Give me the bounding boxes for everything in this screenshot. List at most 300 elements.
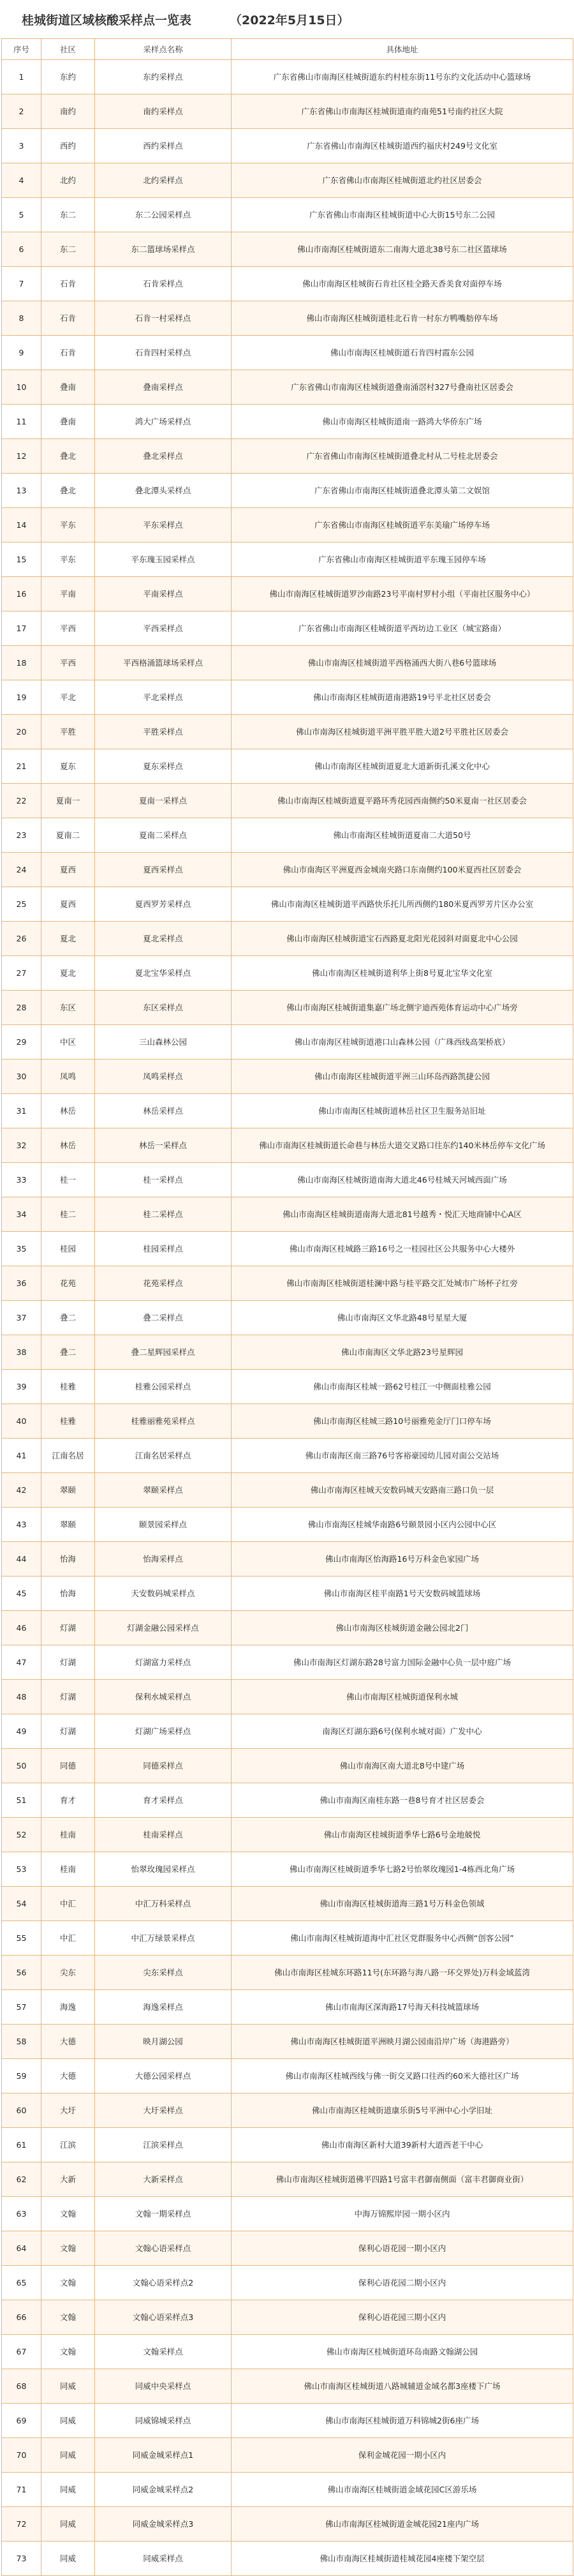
cell-site-name: 东二篮球场采样点 — [95, 232, 232, 267]
cell-address: 佛山市南海区桂城街道南一路鸿大华侨东广场 — [232, 405, 573, 439]
cell-address: 佛山市南海区桂城街道平西路快乐托儿所西侧约180米夏西罗芳片区办公室 — [232, 887, 573, 922]
cell-community: 大德 — [41, 2059, 95, 2093]
cell-community: 石肯 — [41, 336, 95, 370]
cell-index: 3 — [2, 129, 41, 163]
cell-community: 同威 — [41, 2473, 95, 2507]
cell-index: 36 — [2, 1266, 41, 1301]
table-row — [2, 1542, 573, 1576]
cell-index: 64 — [2, 2231, 41, 2266]
table-row — [2, 956, 573, 991]
table-row — [2, 1852, 573, 1887]
cell-address: 保利心语花园三期小区内 — [232, 2300, 573, 2335]
cell-community: 同德 — [41, 1749, 95, 1783]
table-row — [2, 2128, 573, 2162]
cell-address: 佛山市南海区桂城街道平洲平胜平胜大道2号平胜社区居委会 — [232, 715, 573, 749]
table-row — [2, 1508, 573, 1542]
cell-index: 66 — [2, 2300, 41, 2335]
cell-address: 佛山市南海区桂城街道季华七路2号怡翠玫瑰园1-4栋西北角广场 — [232, 1852, 573, 1887]
cell-address: 佛山市南海区桂城三路10号丽雅苑金厅门口停车场 — [232, 1404, 573, 1439]
cell-community: 叠北 — [41, 474, 95, 508]
cell-site-name: 同威金城采样点1 — [95, 2438, 232, 2473]
cell-index: 37 — [2, 1301, 41, 1335]
cell-index: 57 — [2, 1990, 41, 2025]
cell-index: 63 — [2, 2197, 41, 2231]
cell-community: 翠颐 — [41, 1508, 95, 1542]
cell-community: 尖东 — [41, 1956, 95, 1990]
cell-site-name: 桂雅丽雅苑采样点 — [95, 1404, 232, 1439]
cell-address: 佛山市南海区桂城街道东二南海大道北38号东二社区篮球场 — [232, 232, 573, 267]
cell-site-name: 怡海采样点 — [95, 1542, 232, 1576]
cell-address: 佛山市南海区桂城街道平西格涌西大街八巷6号篮球场 — [232, 646, 573, 680]
cell-index: 21 — [2, 749, 41, 784]
cell-community: 文翰 — [41, 2197, 95, 2231]
header-site-name: 采样点名称 — [95, 39, 232, 60]
cell-site-name: 林岳采样点 — [95, 1094, 232, 1128]
cell-site-name: 林岳一采样点 — [95, 1128, 232, 1163]
cell-index: 28 — [2, 991, 41, 1025]
cell-address: 佛山市南海区桂城街道金融公园北2门 — [232, 1611, 573, 1645]
cell-address: 广东省佛山市南海区桂城街道北约社区居委会 — [232, 163, 573, 198]
cell-site-name: 叠北采样点 — [95, 439, 232, 474]
cell-community: 同威 — [41, 2438, 95, 2473]
cell-site-name: 石肯一村采样点 — [95, 301, 232, 336]
cell-site-name: 夏南二采样点 — [95, 818, 232, 853]
cell-community: 文翰 — [41, 2335, 95, 2369]
cell-address: 南海区灯湖东路6号(保利水城对面）广发中心 — [232, 1714, 573, 1749]
table-row — [2, 2300, 573, 2335]
cell-site-name: 灯湖富力采样点 — [95, 1645, 232, 1680]
cell-index: 43 — [2, 1508, 41, 1542]
cell-community: 平东 — [41, 543, 95, 577]
table-row — [2, 887, 573, 922]
cell-site-name: 平北采样点 — [95, 680, 232, 715]
table-row — [2, 2542, 573, 2576]
cell-site-name: 平东瑰玉园采样点 — [95, 543, 232, 577]
cell-index: 33 — [2, 1163, 41, 1197]
cell-address: 佛山市南海区桂城街道保利水城 — [232, 1680, 573, 1714]
table-row — [2, 611, 573, 646]
cell-community: 夏西 — [41, 887, 95, 922]
cell-site-name: 桂园采样点 — [95, 1232, 232, 1266]
cell-index: 10 — [2, 370, 41, 405]
table-row — [2, 474, 573, 508]
cell-site-name: 保利水城采样点 — [95, 1680, 232, 1714]
cell-site-name: 尖东采样点 — [95, 1956, 232, 1990]
table-row — [2, 508, 573, 543]
table-row — [2, 749, 573, 784]
cell-site-name: 同威金城采样点2 — [95, 2473, 232, 2507]
cell-community: 石肯 — [41, 267, 95, 301]
cell-site-name: 叠北潭头采样点 — [95, 474, 232, 508]
cell-site-name: 鸿大广场采样点 — [95, 405, 232, 439]
cell-index: 14 — [2, 508, 41, 543]
cell-community: 灯湖 — [41, 1714, 95, 1749]
cell-index: 31 — [2, 1094, 41, 1128]
cell-site-name: 中汇万绿景采样点 — [95, 1921, 232, 1956]
cell-community: 林岳 — [41, 1094, 95, 1128]
cell-community: 育才 — [41, 1783, 95, 1818]
cell-index: 53 — [2, 1852, 41, 1887]
cell-community: 北约 — [41, 163, 95, 198]
cell-index: 51 — [2, 1783, 41, 1818]
cell-index: 26 — [2, 922, 41, 956]
cell-index: 61 — [2, 2128, 41, 2162]
cell-address: 佛山市南海区南桂东路一巷8号育才社区居委会 — [232, 1783, 573, 1818]
cell-site-name: 桂一采样点 — [95, 1163, 232, 1197]
table-row — [2, 2025, 573, 2059]
cell-community: 花苑 — [41, 1266, 95, 1301]
cell-community: 大德 — [41, 2025, 95, 2059]
cell-site-name: 平东采样点 — [95, 508, 232, 543]
table-row — [2, 1611, 573, 1645]
table-row — [2, 267, 573, 301]
table-row — [2, 163, 573, 198]
cell-index: 41 — [2, 1439, 41, 1473]
table-row — [2, 336, 573, 370]
cell-community: 叠二 — [41, 1335, 95, 1370]
cell-site-name: 怡翠玫瑰园采样点 — [95, 1852, 232, 1887]
table-row — [2, 301, 573, 336]
cell-index: 5 — [2, 198, 41, 232]
cell-address: 佛山市南海区桂城街道石肯四村霞东公园 — [232, 336, 573, 370]
cell-community: 翠颐 — [41, 1473, 95, 1508]
cell-index: 73 — [2, 2542, 41, 2576]
cell-community: 桂雅 — [41, 1404, 95, 1439]
cell-index: 34 — [2, 1197, 41, 1232]
cell-address: 保利心语花园一期小区内 — [232, 2231, 573, 2266]
cell-index: 70 — [2, 2438, 41, 2473]
cell-community: 叠二 — [41, 1301, 95, 1335]
cell-community: 叠北 — [41, 439, 95, 474]
cell-site-name: 叠二星辉园采样点 — [95, 1335, 232, 1370]
cell-address: 广东省佛山市南海区桂城街道平东瑰玉园停车场 — [232, 543, 573, 577]
cell-site-name: 三山森林公园 — [95, 1025, 232, 1060]
cell-address: 保利金城花园一期小区内 — [232, 2438, 573, 2473]
cell-address: 佛山市南海区桂城街道罗沙南路23号平南村罗村小组（平南社区服务中心） — [232, 577, 573, 611]
cell-index: 46 — [2, 1611, 41, 1645]
table-row — [2, 405, 573, 439]
cell-index: 44 — [2, 1542, 41, 1576]
table-row — [2, 2197, 573, 2231]
table-row — [2, 129, 573, 163]
header-index: 序号 — [2, 39, 41, 60]
cell-index: 8 — [2, 301, 41, 336]
cell-address: 佛山市南海区桂城街道林岳社区卫生服务站旧址 — [232, 1094, 573, 1128]
cell-site-name: 桂雅公园采样点 — [95, 1370, 232, 1404]
cell-address: 佛山市南海区深海路17号海天科技城篮球场 — [232, 1990, 573, 2025]
table-row — [2, 2231, 573, 2266]
cell-site-name: 同威中央采样点 — [95, 2369, 232, 2404]
cell-address: 佛山市南海区桂城路三路16号之一桂园社区公共服务中心大楼外 — [232, 1232, 573, 1266]
cell-index: 39 — [2, 1370, 41, 1404]
cell-address: 佛山市南海区桂城街道宝石西路夏北阳光花园斜对面夏北中心公园 — [232, 922, 573, 956]
cell-index: 35 — [2, 1232, 41, 1266]
cell-index: 6 — [2, 232, 41, 267]
cell-address: 佛山市南海区桂城街道平洲映月湖公园南沿岸广场（海港路旁） — [232, 2025, 573, 2059]
cell-community: 叠南 — [41, 370, 95, 405]
table-row — [2, 2059, 573, 2093]
cell-site-name: 夏东采样点 — [95, 749, 232, 784]
table-row — [2, 2162, 573, 2197]
cell-community: 南约 — [41, 94, 95, 129]
table-row — [2, 1197, 573, 1232]
cell-index: 9 — [2, 336, 41, 370]
cell-index: 56 — [2, 1956, 41, 1990]
cell-index: 7 — [2, 267, 41, 301]
table-row — [2, 715, 573, 749]
cell-address: 佛山市南海区桂城一路62号桂江一中侧面桂雅公园 — [232, 1370, 573, 1404]
table-row — [2, 60, 573, 94]
cell-site-name: 桂南采样点 — [95, 1818, 232, 1852]
cell-address: 佛山市南海区桂城街道桂城花园4座楼下架空层 — [232, 2542, 573, 2576]
cell-community: 文翰 — [41, 2300, 95, 2335]
cell-site-name: 中汇万科采样点 — [95, 1887, 232, 1921]
table-header-row — [2, 39, 573, 60]
cell-site-name: 夏北宝华采样点 — [95, 956, 232, 991]
cell-address: 佛山市南海区桂城街道集嘉广场北侧宇迪西苑体育运动中心广场旁 — [232, 991, 573, 1025]
cell-address: 广东省佛山市南海区桂城街道平东美瑜广场停车场 — [232, 508, 573, 543]
cell-site-name: 同威锦城采样点 — [95, 2404, 232, 2438]
cell-address: 中海万锦熙岸园一期小区内 — [232, 2197, 573, 2231]
cell-index: 19 — [2, 680, 41, 715]
cell-site-name: 桂二采样点 — [95, 1197, 232, 1232]
cell-site-name: 文翰心语采样点 — [95, 2231, 232, 2266]
cell-community: 江滨 — [41, 2128, 95, 2162]
cell-community: 桂园 — [41, 1232, 95, 1266]
cell-address: 佛山市南海区桂城天安数码城天安路南三路口负一层 — [232, 1473, 573, 1508]
table-row — [2, 1956, 573, 1990]
cell-index: 1 — [2, 60, 41, 94]
cell-site-name: 天安数码城采样点 — [95, 1576, 232, 1611]
cell-community: 夏北 — [41, 956, 95, 991]
cell-index: 15 — [2, 543, 41, 577]
cell-site-name: 东约采样点 — [95, 60, 232, 94]
table-row — [2, 818, 573, 853]
cell-community: 东二 — [41, 198, 95, 232]
cell-community: 灯湖 — [41, 1611, 95, 1645]
cell-address: 佛山市南海区桂城街石肯社区桂全路天香美食对面停车场 — [232, 267, 573, 301]
cell-address: 佛山市南海区桂城街道长命巷与林岳大道交叉路口往东约140米林岳停车文化广场 — [232, 1128, 573, 1163]
cell-community: 灯湖 — [41, 1645, 95, 1680]
cell-site-name: 叠南采样点 — [95, 370, 232, 405]
cell-index: 54 — [2, 1887, 41, 1921]
cell-site-name: 叠二采样点 — [95, 1301, 232, 1335]
cell-address: 佛山市南海区桂城街道桂北石肯一村东方鸭嘴舫停车场 — [232, 301, 573, 336]
table-row — [2, 922, 573, 956]
cell-community: 夏北 — [41, 922, 95, 956]
cell-community: 平北 — [41, 680, 95, 715]
cell-index: 29 — [2, 1025, 41, 1060]
cell-address: 广东省佛山市南海区桂城街道西约福庆村249号文化室 — [232, 129, 573, 163]
table-row — [2, 2335, 573, 2369]
cell-community: 东二 — [41, 232, 95, 267]
cell-index: 58 — [2, 2025, 41, 2059]
table-row — [2, 1232, 573, 1266]
cell-index: 71 — [2, 2473, 41, 2507]
cell-community: 怡海 — [41, 1542, 95, 1576]
cell-index: 4 — [2, 163, 41, 198]
cell-site-name: 映月湖公园 — [95, 2025, 232, 2059]
cell-index: 32 — [2, 1128, 41, 1163]
cell-index: 60 — [2, 2093, 41, 2128]
cell-address: 广东省佛山市南海区桂城街道中心大街15号东二公园 — [232, 198, 573, 232]
cell-community: 同威 — [41, 2369, 95, 2404]
table-row — [2, 991, 573, 1025]
table-row — [2, 2369, 573, 2404]
cell-index: 45 — [2, 1576, 41, 1611]
cell-site-name: 平西采样点 — [95, 611, 232, 646]
table-row — [2, 680, 573, 715]
cell-address: 佛山市南海区桂城街道季华七路6号金地兢悦 — [232, 1818, 573, 1852]
cell-community: 中汇 — [41, 1887, 95, 1921]
cell-site-name: 北约采样点 — [95, 163, 232, 198]
table-row — [2, 1335, 573, 1370]
cell-site-name: 夏西采样点 — [95, 853, 232, 887]
table-row — [2, 853, 573, 887]
cell-address: 佛山市南海区桂城街道夏南二大道50号 — [232, 818, 573, 853]
table-row — [2, 1887, 573, 1921]
cell-community: 平西 — [41, 646, 95, 680]
cell-address: 保利心语花园二期小区内 — [232, 2266, 573, 2300]
cell-index: 20 — [2, 715, 41, 749]
cell-community: 桂二 — [41, 1197, 95, 1232]
table-row — [2, 1749, 573, 1783]
title-bar — [0, 0, 574, 38]
cell-site-name: 同威金城采样点3 — [95, 2507, 232, 2542]
table-row — [2, 543, 573, 577]
cell-site-name: 石肯采样点 — [95, 267, 232, 301]
cell-site-name: 夏西罗芳采样点 — [95, 887, 232, 922]
cell-address: 佛山市南海区桂城街道南海大道北46号桂城天河城西面广场 — [232, 1163, 573, 1197]
cell-site-name: 东区采样点 — [95, 991, 232, 1025]
cell-community: 灯湖 — [41, 1680, 95, 1714]
cell-address: 佛山市南海区桂城街道桂澜中路与桂平路交汇处城市广场杯子红旁 — [232, 1266, 573, 1301]
cell-index: 16 — [2, 577, 41, 611]
cell-community: 平西 — [41, 611, 95, 646]
cell-address: 佛山市南海区怡海路16号万科金色家园广场 — [232, 1542, 573, 1576]
cell-address: 佛山市南海区桂城街道康乐街5号平洲中心小学旧址 — [232, 2093, 573, 2128]
cell-community: 桂南 — [41, 1818, 95, 1852]
cell-index: 68 — [2, 2369, 41, 2404]
table-row — [2, 2507, 573, 2542]
cell-index: 48 — [2, 1680, 41, 1714]
cell-site-name: 文翰一期采样点 — [95, 2197, 232, 2231]
cell-site-name: 灯湖金融公园采样点 — [95, 1611, 232, 1645]
cell-address: 佛山市南海区南三路76号客裕豪园幼儿园对面公交站场 — [232, 1439, 573, 1473]
cell-index: 27 — [2, 956, 41, 991]
table-row — [2, 370, 573, 405]
cell-address: 佛山市南海区桂城街道利华上街8号夏北宝华文化室 — [232, 956, 573, 991]
page-date: （2022年5月15日） — [230, 13, 350, 27]
table-row — [2, 1094, 573, 1128]
table-row — [2, 784, 573, 818]
cell-index: 52 — [2, 1818, 41, 1852]
cell-index: 23 — [2, 818, 41, 853]
cell-site-name: 平西格涌篮球场采样点 — [95, 646, 232, 680]
table-row — [2, 2266, 573, 2300]
cell-community: 海逸 — [41, 1990, 95, 2025]
cell-address: 佛山市南海区桂城街道八路城辅道金域名都3座楼下广场 — [232, 2369, 573, 2404]
cell-community: 怡海 — [41, 1576, 95, 1611]
cell-address: 佛山市南海区桂城西线与佛一街交叉路口往西约60米大德社区广场 — [232, 2059, 573, 2093]
cell-site-name: 石肯四村采样点 — [95, 336, 232, 370]
cell-site-name: 文翰采样点 — [95, 2335, 232, 2369]
cell-index: 17 — [2, 611, 41, 646]
cell-address: 佛山市南海区桂城街道夏平路环秀花园西南侧约50米夏南一社区居委会 — [232, 784, 573, 818]
cell-site-name: 育才采样点 — [95, 1783, 232, 1818]
cell-site-name: 海逸采样点 — [95, 1990, 232, 2025]
cell-address: 佛山市南海区平洲夏西金城南夹路口东南侧约100米夏西社区居委会 — [232, 853, 573, 887]
cell-community: 夏东 — [41, 749, 95, 784]
cell-site-name: 平南采样点 — [95, 577, 232, 611]
cell-community: 夏南一 — [41, 784, 95, 818]
table-row — [2, 232, 573, 267]
table-row — [2, 1783, 573, 1818]
cell-community: 文翰 — [41, 2266, 95, 2300]
cell-index: 13 — [2, 474, 41, 508]
cell-community: 大圩 — [41, 2093, 95, 2128]
cell-address: 佛山市南海区桂平南路1号天安数码城篮球场 — [232, 1576, 573, 1611]
cell-site-name: 同威采样点 — [95, 2542, 232, 2576]
cell-index: 69 — [2, 2404, 41, 2438]
table-row — [2, 439, 573, 474]
table-row — [2, 1404, 573, 1439]
cell-address: 佛山市南海区桂城东环路11号(东环路与海八路一环交界处)万科金域蓝湾 — [232, 1956, 573, 1990]
cell-index: 50 — [2, 1749, 41, 1783]
cell-address: 佛山市南海区桂城街道平洲三山环岛西路凯捷公园 — [232, 1060, 573, 1094]
cell-community: 桂雅 — [41, 1370, 95, 1404]
cell-address: 佛山市南海区桂城街道南海大道北81号越秀・悦汇天地商铺中心A区 — [232, 1197, 573, 1232]
cell-site-name: 文翰心语采样点2 — [95, 2266, 232, 2300]
table-row — [2, 2473, 573, 2507]
cell-address: 佛山市南海区桂城街道南港路19号平北社区居委会 — [232, 680, 573, 715]
table-row — [2, 1301, 573, 1335]
cell-community: 叠南 — [41, 405, 95, 439]
cell-community: 江南名居 — [41, 1439, 95, 1473]
cell-community: 夏南二 — [41, 818, 95, 853]
cell-community: 中汇 — [41, 1921, 95, 1956]
cell-index: 2 — [2, 94, 41, 129]
cell-community: 同威 — [41, 2404, 95, 2438]
cell-address: 广东省佛山市南海区桂城街道叠北潭头第二文娱馆 — [232, 474, 573, 508]
cell-community: 林岳 — [41, 1128, 95, 1163]
cell-site-name: 南约采样点 — [95, 94, 232, 129]
cell-address: 佛山市南海区文华北路48号星星大厦 — [232, 1301, 573, 1335]
cell-site-name: 大德公园采样点 — [95, 2059, 232, 2093]
cell-address: 佛山市南海区桂城街道夏北大道新街孔溪文化中心 — [232, 749, 573, 784]
table-row — [2, 94, 573, 129]
cell-address: 佛山市南海区南大道北8号中建广场 — [232, 1749, 573, 1783]
cell-address: 广东省佛山市南海区桂城街道东约村桂东街11号东约文化活动中心篮球场 — [232, 60, 573, 94]
cell-community: 平胜 — [41, 715, 95, 749]
cell-site-name: 灯湖广场采样点 — [95, 1714, 232, 1749]
cell-community: 夏西 — [41, 853, 95, 887]
cell-site-name: 西约采样点 — [95, 129, 232, 163]
table-row — [2, 1163, 573, 1197]
cell-index: 18 — [2, 646, 41, 680]
cell-address: 佛山市南海区桂城街道佛平四路1号富丰君御南侧面（富丰君御商业街） — [232, 2162, 573, 2197]
table-body — [2, 60, 573, 2576]
table-row — [2, 1818, 573, 1852]
cell-community: 桂一 — [41, 1163, 95, 1197]
table-row — [2, 1370, 573, 1404]
sampling-sites-table — [1, 38, 573, 2576]
cell-community: 石肯 — [41, 301, 95, 336]
table-row — [2, 1473, 573, 1508]
table-row — [2, 1714, 573, 1749]
cell-site-name: 花苑采样点 — [95, 1266, 232, 1301]
table-row — [2, 577, 573, 611]
